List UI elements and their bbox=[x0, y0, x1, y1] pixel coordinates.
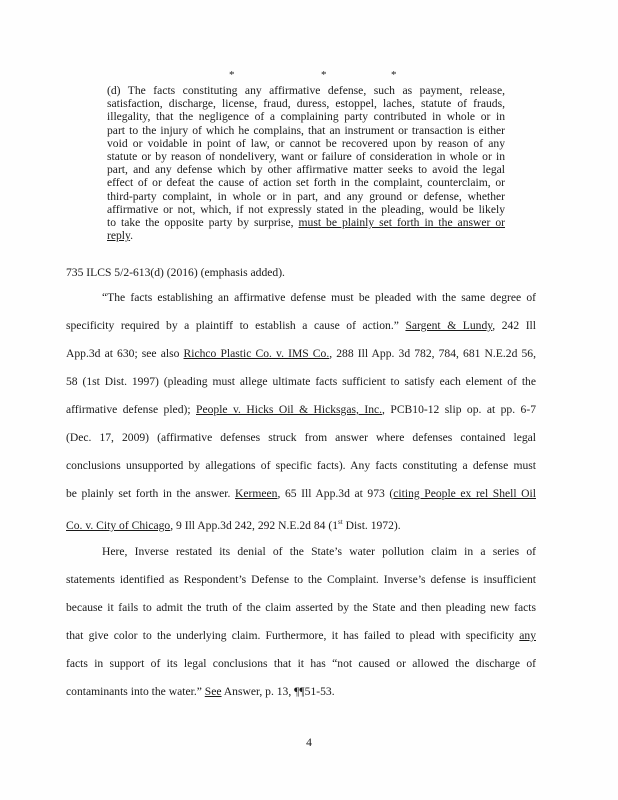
text-run: specificity required by a plaintiff to establish a cause of action.” bbox=[66, 319, 406, 332]
paragraph-line bbox=[66, 508, 536, 536]
paragraph-line: Here, Inverse restated its denial of the State’s water pollution claim in a series of bbox=[102, 545, 536, 558]
paragraph-line: facts in support of its legal conclusions that it has “not caused or allowed the discharge of bbox=[66, 657, 536, 670]
paragraph-line bbox=[66, 396, 536, 424]
asterisk: * bbox=[229, 69, 235, 81]
text-run: , PCB10-12 slip op. at pp. 6-7 bbox=[382, 403, 537, 416]
text-run: Answer, p. 13, ¶¶51-53. bbox=[221, 685, 335, 698]
section-break-asterisks bbox=[0, 69, 618, 83]
emphasis-underline: reply bbox=[107, 229, 131, 243]
text-run: contaminants into the water.” bbox=[66, 685, 205, 698]
page-number: 4 bbox=[306, 736, 312, 749]
block-quote-line bbox=[107, 229, 505, 242]
case-name: Kermeen bbox=[234, 487, 278, 500]
block-quote-line: satisfaction, discharge, license, fraud, duress, estoppel, laches, statute of frauds, bbox=[107, 97, 505, 111]
paragraph-line: “The facts establishing an affirmative defense must be pleaded with the same degree of bbox=[102, 291, 536, 304]
asterisk: * bbox=[391, 69, 397, 81]
case-name: Sargent & Lundy bbox=[405, 319, 493, 332]
text-run: App.3d at 630; see also bbox=[66, 347, 184, 360]
block-quote-line: statute or by reason of nondelivery, want or failure of consideration in whole or in bbox=[107, 150, 505, 164]
paragraph-line: conclusions unsupported by allegations of specific facts). Any facts constituting a defense must bbox=[66, 459, 536, 472]
paragraph-line: statements identified as Respondent’s Defense to the Complaint. Inverse’s defense is insufficient bbox=[66, 573, 536, 586]
block-quote-line: part, and any defense which by other affirmative matter seeks to avoid the legal bbox=[107, 163, 505, 177]
statute-citation: 735 ILCS 5/2-613(d) (2016) (emphasis added). bbox=[66, 266, 285, 279]
text-run: , 9 Ill App.3d 242, 292 N.E.2d 84 (1 bbox=[170, 518, 339, 532]
paragraph-line bbox=[66, 340, 536, 368]
emphasis-underline: must be plainly set forth in the answer or bbox=[298, 216, 505, 230]
text-run: , 242 Ill bbox=[492, 319, 537, 332]
block-quote-line bbox=[107, 216, 505, 229]
statute-block-quote bbox=[107, 84, 505, 242]
signal-see: See bbox=[204, 685, 222, 698]
paragraph-line: because it fails to admit the truth of the claim asserted by the State and then pleading new facts bbox=[66, 601, 536, 614]
paragraph-affirmative-defense-standard bbox=[66, 284, 536, 536]
paragraph-line bbox=[66, 622, 536, 650]
paragraph-line: 58 (1st Dist. 1997) (pleading must allege ultimate facts sufficient to satisfy each element of the bbox=[66, 375, 536, 388]
block-quote-line: (d) The facts constituting any affirmative defense, such as payment, release, bbox=[107, 84, 505, 97]
case-name: Richco Plastic Co. v. IMS Co. bbox=[183, 347, 330, 360]
case-name: People v. Hicks Oil & Hicksgas, Inc. bbox=[196, 403, 383, 416]
block-quote-line: part to the injury of which he complains, that an instrument or transaction is either bbox=[107, 123, 505, 137]
ordinal-suffix: st bbox=[338, 518, 343, 526]
paragraph-line bbox=[66, 312, 536, 340]
text-run: , 288 Ill App. 3d 782, 784, 681 N.E.2d 56, bbox=[329, 347, 536, 360]
emphasis-underline: any bbox=[519, 629, 536, 642]
text-run: , 65 Ill App.3d at 973 ( bbox=[277, 487, 394, 500]
block-quote-line: third-party complaint, in whole or in part, and any ground or defense, whether bbox=[107, 189, 505, 203]
text-run: to take the opposite party by surprise, bbox=[107, 216, 299, 230]
paragraph-line: (Dec. 17, 2009) (affirmative defenses struck from answer where defenses contained legal bbox=[66, 431, 536, 444]
paragraph-line bbox=[66, 678, 536, 706]
block-quote-line: effect of or defeat the cause of action set forth in the complaint, counterclaim, or bbox=[107, 176, 505, 190]
case-name: Co. v. City of Chicago bbox=[66, 518, 171, 532]
block-quote-line: affirmative or not, which, if not expressly stated in the pleading, would be likely bbox=[107, 202, 505, 216]
block-quote-line: void or voidable in point of law, or cannot be recovered upon by reason of any bbox=[107, 136, 505, 150]
text-run: be plainly set forth in the answer. bbox=[66, 487, 235, 500]
text-run: affirmative defense pled); bbox=[66, 403, 197, 416]
asterisk: * bbox=[321, 69, 327, 81]
paragraph-line bbox=[66, 480, 536, 508]
block-quote-line: illegality, that the negligence of a complaining party contributed in whole or in bbox=[107, 110, 505, 124]
text-run: Dist. 1972). bbox=[342, 518, 401, 532]
case-name: citing People ex rel Shell Oil bbox=[393, 487, 536, 500]
text-run: that give color to the underlying claim. Furthermore, it has failed to plead with specificity bbox=[66, 629, 520, 642]
text-run: . bbox=[130, 229, 133, 243]
paragraph-inverse-defense bbox=[66, 538, 536, 706]
